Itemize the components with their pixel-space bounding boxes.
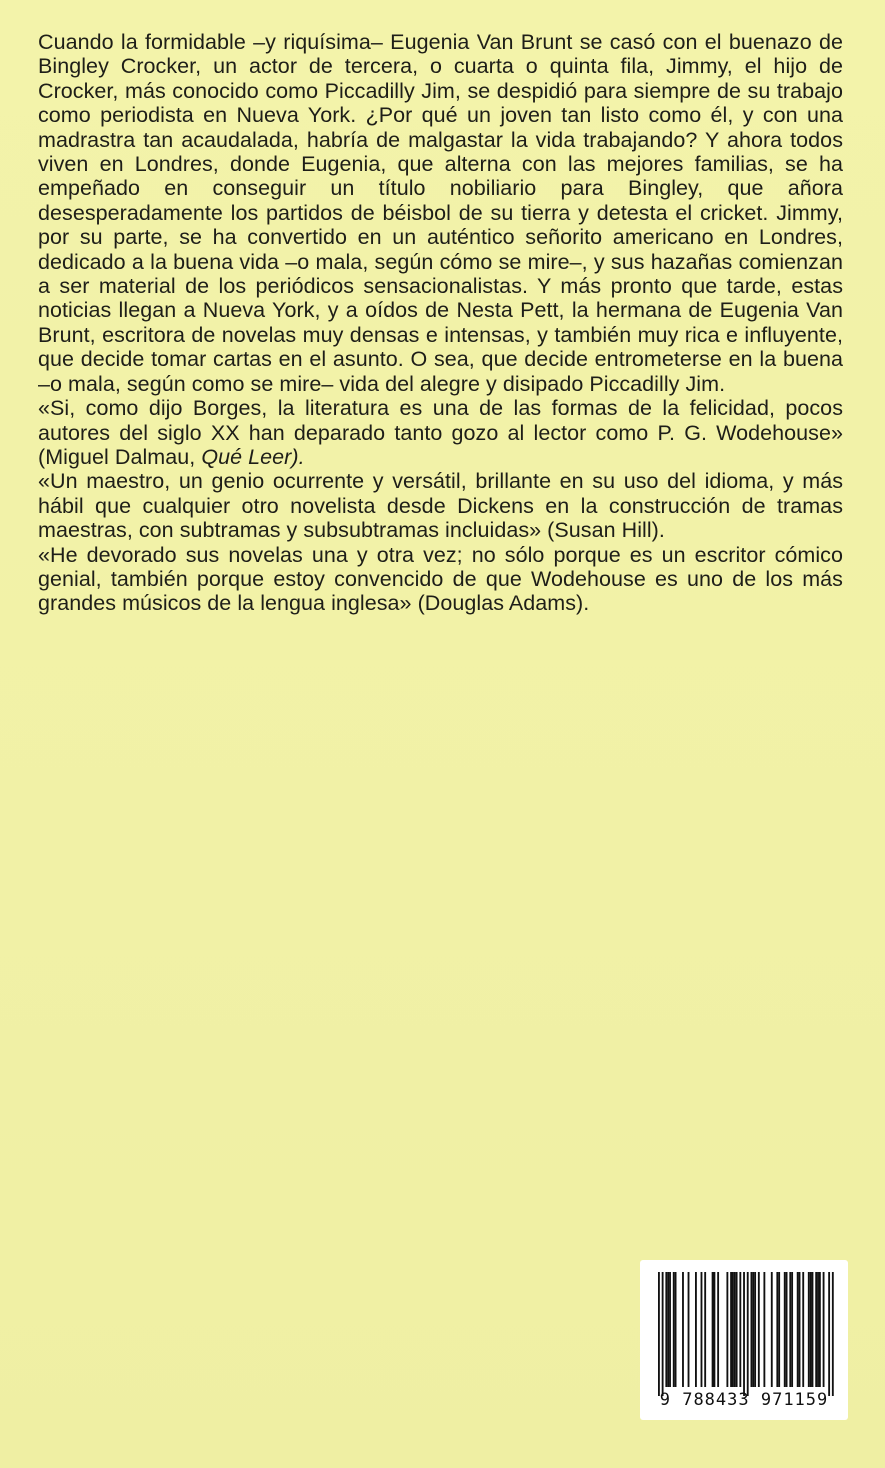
barcode-bar [791, 1272, 793, 1387]
barcode-bar [786, 1272, 788, 1387]
isbn-barcode [640, 1260, 848, 1420]
barcode-bar [658, 1272, 660, 1396]
barcode-bar [717, 1272, 719, 1387]
barcode-bar [819, 1272, 821, 1387]
quote-paragraph-3: «He devorado sus novelas una y otra vez; no sólo porque es un escritor cómico genial, también porque estoy convencido de que Wodehouse es uno de los más grandes músicos de la lengua inglesa» (Douglas Adams). [38, 542, 843, 616]
barcode-bar [732, 1272, 734, 1387]
barcode-bar [688, 1272, 690, 1387]
barcode-bar [665, 1272, 667, 1387]
barcode-bar [704, 1272, 706, 1387]
barcode-bar [712, 1272, 714, 1387]
back-cover-blurb [38, 30, 843, 616]
barcode-bar [810, 1272, 812, 1387]
barcode-bar [743, 1272, 745, 1396]
barcode-bar [754, 1272, 756, 1387]
barcode-bar [778, 1272, 780, 1387]
isbn-digits: 9 788433 971159 [659, 1390, 829, 1410]
quote-paragraph-1 [38, 396, 843, 469]
barcode-bar [736, 1272, 738, 1387]
barcode-bar [675, 1272, 677, 1387]
barcode-bar [799, 1272, 801, 1387]
barcode-bar [662, 1272, 664, 1396]
barcode-bar [667, 1272, 669, 1387]
barcode-bar [763, 1272, 765, 1387]
barcode-bar [730, 1272, 732, 1387]
synopsis-paragraph: Cuando la formidable –y riquísima– Eugenia Van Brunt se casó con el buenazo de Bingley Crocker, un actor de tercera, o cuarta o quinta fila, Jimmy, el hijo de Crocker, más conocido como Piccadilly Jim, se despidió para siempre de su trabajo como periodista en Nueva York. ¿Por qué un joven tan listo como él, y con una madrastra tan acaudalada, habría de malgastar la vida trabajando? Y ahora todos viven en Londres, donde Eugenia, que alterna con las mejores familias, se ha empeñado en conseguir un título nobiliario para Bingley, que añora desesperadamente los partidos de béisbol de su tierra y detesta el cricket. Jimmy, por su parte, se ha convertido en un auténtico señorito americano en Londres, dedicado a la buena vida –o mala, según cómo se mire–, y sus hazañas comienzan a ser material de los periódicos sensacionalistas. Y más pronto que tarde, estas noticias llegan a Nueva York, y a oídos de Nesta Pett, la hermana de Eugenia Van Brunt, escritora de novelas muy densas e intensas, y también muy rica e influyente, que decide tomar cartas en el asunto. O sea, que decide entrometerse en la buena –o mala, según como se mire– vida del alegre y disipado Piccadilly Jim. [38, 30, 843, 396]
quote-1-text: «Si, como dijo Borges, la literatura es una de las formas de la felicidad, pocos autores del siglo XX han deparado tanto gozo al lector como P. G. Wodehouse» (Miguel Dalmau, [38, 396, 843, 469]
barcode-bar [751, 1272, 753, 1387]
barcode-bar [682, 1272, 684, 1387]
barcode-bar [747, 1272, 749, 1396]
barcode-bar [776, 1272, 778, 1387]
barcode-bar [784, 1272, 786, 1387]
barcode-bar [695, 1272, 697, 1387]
barcode-bar [739, 1272, 741, 1387]
barcode-bar [812, 1272, 814, 1387]
barcode-bar [802, 1272, 804, 1387]
barcode-bar [734, 1272, 736, 1387]
barcode-bar [832, 1272, 834, 1396]
barcode-bar [673, 1272, 675, 1387]
barcode-bar [701, 1272, 703, 1387]
barcode-bar [828, 1272, 830, 1396]
quote-1-source: Qué Leer). [201, 444, 305, 469]
barcode-bar [815, 1272, 817, 1387]
barcode-bar [752, 1272, 754, 1387]
quote-paragraph-2: «Un maestro, un genio ocurrente y versátil, brillante en su uso del idioma, y más hábil que cualquier otro novelista desde Dickens en la construcción de tramas maestras, con subtramas y subsubtramas incluidas» (Susan Hill). [38, 469, 843, 543]
barcode-bar [771, 1272, 773, 1387]
barcode-bar [808, 1272, 810, 1387]
barcode-bar [758, 1272, 760, 1387]
barcode-bar [726, 1272, 728, 1387]
barcode-bar [714, 1272, 716, 1387]
barcode-bar [789, 1272, 791, 1387]
barcode-bar [669, 1272, 671, 1387]
barcode-bar [797, 1272, 799, 1387]
barcode-bar [823, 1272, 825, 1387]
barcode-bar [817, 1272, 819, 1387]
